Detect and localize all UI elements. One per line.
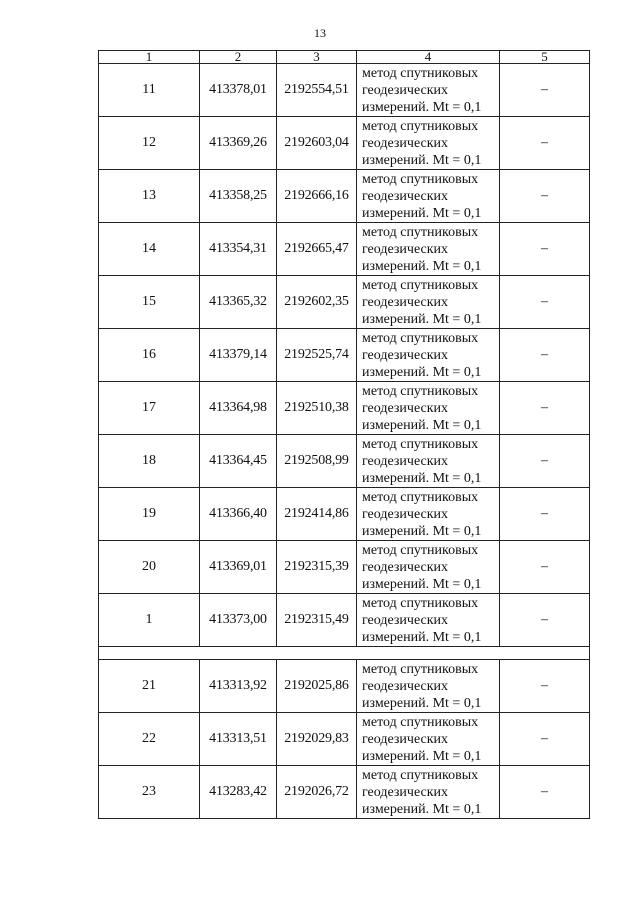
x-coordinate-cell: 413373,00 [200, 594, 277, 647]
table-row [99, 223, 590, 276]
method-line: измерений. Mt = 0,1 [362, 470, 482, 486]
method-line: геодезических [362, 241, 449, 257]
y-coordinate-cell: 2192666,16 [277, 170, 357, 223]
method-cell [357, 170, 500, 223]
method-line: измерений. Mt = 0,1 [362, 629, 482, 645]
x-coordinate-cell: 413313,92 [200, 660, 277, 713]
y-coordinate-cell: 2192508,99 [277, 435, 357, 488]
point-number-cell: 15 [99, 276, 200, 329]
point-number-cell: 19 [99, 488, 200, 541]
table-row [99, 488, 590, 541]
x-coordinate-cell: 413364,98 [200, 382, 277, 435]
method-line: метод спутниковых [362, 65, 479, 81]
x-coordinate-cell: 413369,26 [200, 117, 277, 170]
method-line: метод спутниковых [362, 767, 479, 783]
page-number: 13 [314, 26, 326, 40]
point-number-cell: 23 [99, 766, 200, 819]
method-line: геодезических [362, 82, 449, 98]
method-line: геодезических [362, 400, 449, 416]
y-coordinate-cell: 2192315,49 [277, 594, 357, 647]
column5-cell: – [500, 713, 590, 766]
x-coordinate-cell: 413369,01 [200, 541, 277, 594]
point-number-cell: 14 [99, 223, 200, 276]
table-row [99, 435, 590, 488]
table-row [99, 660, 590, 713]
method-cell [357, 488, 500, 541]
column5-cell: – [500, 329, 590, 382]
point-number-cell: 22 [99, 713, 200, 766]
column5-cell: – [500, 223, 590, 276]
method-line: метод спутниковых [362, 661, 479, 677]
method-line: измерений. Mt = 0,1 [362, 748, 482, 764]
y-coordinate-cell: 2192602,35 [277, 276, 357, 329]
method-cell [357, 713, 500, 766]
method-line: геодезических [362, 347, 449, 363]
point-number-cell: 12 [99, 117, 200, 170]
method-line: метод спутниковых [362, 224, 479, 240]
method-cell [357, 435, 500, 488]
x-coordinate-cell: 413358,25 [200, 170, 277, 223]
method-line: геодезических [362, 559, 449, 575]
method-line: геодезических [362, 188, 449, 204]
method-line: измерений. Mt = 0,1 [362, 417, 482, 433]
table-body [99, 51, 590, 819]
y-coordinate-cell: 2192603,04 [277, 117, 357, 170]
method-cell [357, 64, 500, 117]
method-line: метод спутниковых [362, 383, 479, 399]
method-cell [357, 594, 500, 647]
y-coordinate-cell: 2192665,47 [277, 223, 357, 276]
column5-cell: – [500, 382, 590, 435]
header-cell: 5 [500, 51, 590, 64]
method-line: метод спутниковых [362, 542, 479, 558]
method-line: измерений. Mt = 0,1 [362, 205, 482, 221]
table-row [99, 382, 590, 435]
column5-cell: – [500, 766, 590, 819]
method-line: измерений. Mt = 0,1 [362, 364, 482, 380]
table-row [99, 170, 590, 223]
method-line: метод спутниковых [362, 277, 479, 293]
method-line: измерений. Mt = 0,1 [362, 523, 482, 539]
method-line: измерений. Mt = 0,1 [362, 801, 482, 817]
table-row [99, 117, 590, 170]
y-coordinate-cell: 2192025,86 [277, 660, 357, 713]
column5-cell: – [500, 64, 590, 117]
point-number-cell: 21 [99, 660, 200, 713]
method-cell [357, 117, 500, 170]
header-cell: 2 [200, 51, 277, 64]
y-coordinate-cell: 2192315,39 [277, 541, 357, 594]
header-cell: 4 [357, 51, 500, 64]
header-cell: 3 [277, 51, 357, 64]
table-row [99, 329, 590, 382]
method-line: геодезических [362, 731, 449, 747]
separator-cell [99, 647, 590, 660]
table-header-row [99, 51, 590, 64]
table-row [99, 276, 590, 329]
header-cell: 1 [99, 51, 200, 64]
x-coordinate-cell: 413366,40 [200, 488, 277, 541]
table-row [99, 594, 590, 647]
column5-cell: – [500, 276, 590, 329]
x-coordinate-cell: 413354,31 [200, 223, 277, 276]
method-line: геодезических [362, 453, 449, 469]
point-number-cell: 18 [99, 435, 200, 488]
column5-cell: – [500, 594, 590, 647]
column5-cell: – [500, 117, 590, 170]
method-line: измерений. Mt = 0,1 [362, 152, 482, 168]
method-cell [357, 223, 500, 276]
method-line: геодезических [362, 506, 449, 522]
table-row [99, 541, 590, 594]
y-coordinate-cell: 2192029,83 [277, 713, 357, 766]
point-number-cell: 16 [99, 329, 200, 382]
column5-cell: – [500, 435, 590, 488]
method-cell [357, 541, 500, 594]
point-number-cell: 17 [99, 382, 200, 435]
column5-cell: – [500, 541, 590, 594]
method-line: измерений. Mt = 0,1 [362, 258, 482, 274]
method-cell [357, 276, 500, 329]
method-line: метод спутниковых [362, 436, 479, 452]
point-number-cell: 11 [99, 64, 200, 117]
method-cell [357, 766, 500, 819]
method-line: измерений. Mt = 0,1 [362, 576, 482, 592]
x-coordinate-cell: 413378,01 [200, 64, 277, 117]
method-line: геодезических [362, 612, 449, 628]
method-line: геодезических [362, 135, 449, 151]
column5-cell: – [500, 660, 590, 713]
method-line: измерений. Mt = 0,1 [362, 311, 482, 327]
y-coordinate-cell: 2192525,74 [277, 329, 357, 382]
table-row [99, 766, 590, 819]
method-line: метод спутниковых [362, 330, 479, 346]
x-coordinate-cell: 413283,42 [200, 766, 277, 819]
method-line: метод спутниковых [362, 489, 479, 505]
method-line: геодезических [362, 678, 449, 694]
method-line: метод спутниковых [362, 714, 479, 730]
table-row [99, 713, 590, 766]
y-coordinate-cell: 2192026,72 [277, 766, 357, 819]
x-coordinate-cell: 413379,14 [200, 329, 277, 382]
column5-cell: – [500, 170, 590, 223]
method-cell [357, 329, 500, 382]
column5-cell: – [500, 488, 590, 541]
x-coordinate-cell: 413364,45 [200, 435, 277, 488]
point-number-cell: 1 [99, 594, 200, 647]
method-cell [357, 382, 500, 435]
method-cell [357, 660, 500, 713]
method-line: метод спутниковых [362, 595, 479, 611]
coordinates-table [98, 50, 590, 819]
table-row [99, 64, 590, 117]
method-line: метод спутниковых [362, 118, 479, 134]
method-line: измерений. Mt = 0,1 [362, 99, 482, 115]
method-line: метод спутниковых [362, 171, 479, 187]
method-line: измерений. Mt = 0,1 [362, 695, 482, 711]
x-coordinate-cell: 413365,32 [200, 276, 277, 329]
x-coordinate-cell: 413313,51 [200, 713, 277, 766]
separator-row [99, 647, 590, 660]
point-number-cell: 13 [99, 170, 200, 223]
y-coordinate-cell: 2192554,51 [277, 64, 357, 117]
point-number-cell: 20 [99, 541, 200, 594]
y-coordinate-cell: 2192510,38 [277, 382, 357, 435]
method-line: геодезических [362, 784, 449, 800]
y-coordinate-cell: 2192414,86 [277, 488, 357, 541]
method-line: геодезических [362, 294, 449, 310]
